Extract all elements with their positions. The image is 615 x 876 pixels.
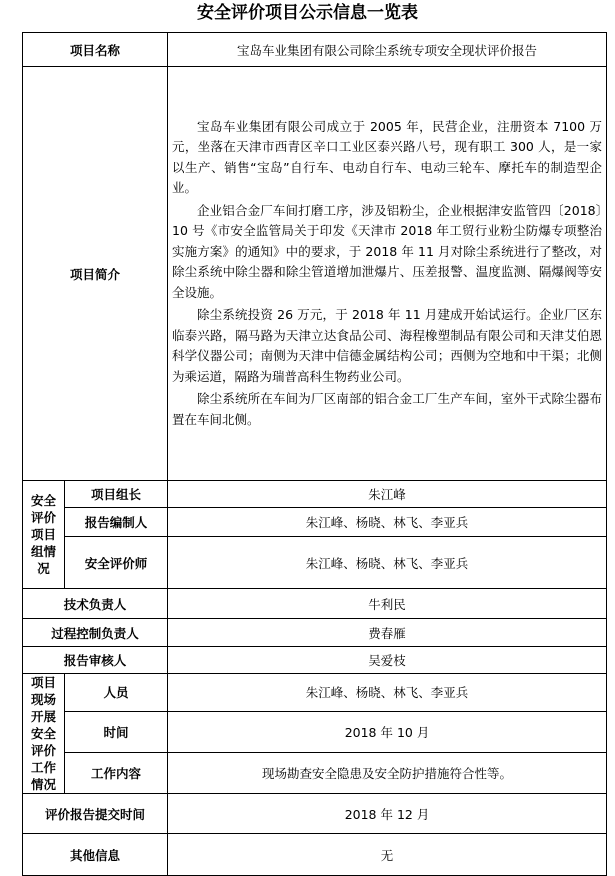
row-site-personnel [23,674,607,712]
process-control-lead-value: 费春雁 [168,619,607,647]
safety-assessors-value: 朱江峰、杨晓、林飞、李亚兵 [168,537,607,589]
site-personnel-value: 朱江峰、杨晓、林飞、李亚兵 [168,674,607,712]
intro-paragraph: 企业铝合金厂车间打磨工序，涉及铝粉尘，企业根据津安监管四〔2018〕10 号《市安全监管局关于印发《天津市 2018 年工贸行业粉尘防爆专项整治实施方案》的通知》中的要求，于 2018 年 11 月对除尘系统进行了整改，对除尘系统中除尘器和除尘管道增加泄爆片、压差报警、温度监测、隔爆阀等安全设施。 [172,202,603,300]
info-table [22,32,607,876]
report-authors-value: 朱江峰、杨晓、林飞、李亚兵 [168,508,607,537]
row-safety-assessors [23,537,607,589]
site-time-label: 时间 [65,711,168,752]
process-control-lead-label: 过程控制负责人 [23,619,168,647]
report-authors-label: 报告编制人 [65,508,168,537]
team-group-label: 安全评价项目组情况 [23,481,65,589]
intro-paragraph: 除尘系统所在车间为厂区南部的铝合金工厂生产车间，室外干式除尘器布置在车间北侧。 [172,391,603,427]
row-process-control-lead [23,619,607,647]
row-other-info [23,834,607,876]
intro-paragraph: 除尘系统投资 26 万元，于 2018 年 11 月建成开始试运行。企业厂区东临泰兴路，隔马路为天津立达食品公司、海程橡塑制品有限公司和天津艾伯恩科学仪器公司；南侧为天津中信德金属结构公司；西侧为空地和中干渠；北侧为乘运道，隔路为瑞普高科生物药业公司。 [172,307,603,384]
row-technical-lead [23,589,607,619]
safety-assessors-label: 安全评价师 [65,537,168,589]
page-title: 安全评价项目公示信息一览表 [197,3,418,23]
row-submit-time [23,794,607,834]
project-intro-label: 项目简介 [23,67,168,481]
report-reviewer-label: 报告审核人 [23,647,168,674]
site-personnel-label: 人员 [65,674,168,712]
project-intro-value [168,67,607,481]
site-time-value: 2018 年 10 月 [168,711,607,752]
other-info-value: 无 [168,834,607,876]
technical-lead-label: 技术负责人 [23,589,168,619]
row-project-intro [23,67,607,481]
technical-lead-value: 牛利民 [168,589,607,619]
row-report-reviewer [23,647,607,674]
project-name-value: 宝岛车业集团有限公司除尘系统专项安全现状评价报告 [168,33,607,67]
report-reviewer-value: 吴爱枝 [168,647,607,674]
site-work-label: 工作内容 [65,752,168,793]
row-site-time [23,711,607,752]
row-team-leader [23,481,607,508]
submit-time-value: 2018 年 12 月 [168,794,607,834]
intro-paragraph: 宝岛车业集团有限公司成立于 2005 年，民营企业，注册资本 7100 万元，坐落在天津市西青区辛口工业区泰兴路八号，现有职工 300 人，是一家以生产、销售“宝岛”自行车、电动自行车、电动三轮车、摩托车的制造型企业。 [172,118,603,196]
team-leader-value: 朱江峰 [168,481,607,508]
project-name-label: 项目名称 [23,33,168,67]
site-group-label: 项目现场开展安全评价工作情况 [23,674,65,794]
row-report-authors [23,508,607,537]
team-leader-label: 项目组长 [65,481,168,508]
row-project-name [23,33,607,67]
site-work-value: 现场勘查安全隐患及安全防护措施符合性等。 [168,752,607,793]
row-site-work [23,752,607,793]
submit-time-label: 评价报告提交时间 [23,794,168,834]
other-info-label: 其他信息 [23,834,168,876]
